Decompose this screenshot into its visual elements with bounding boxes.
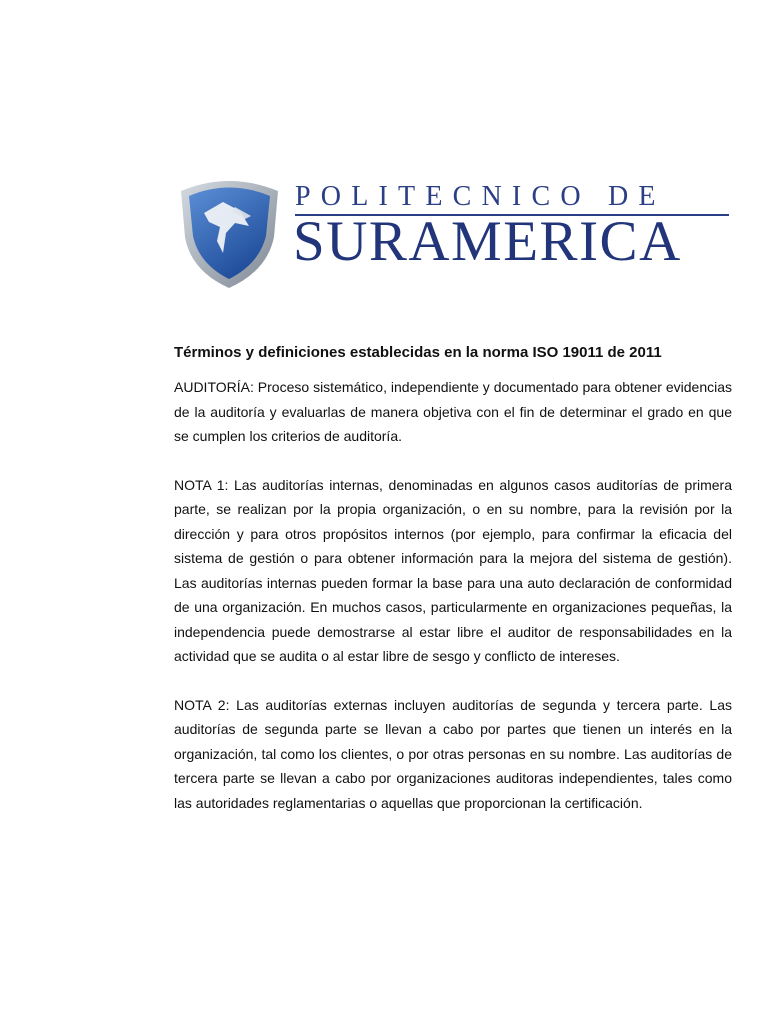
shield-emblem-icon <box>177 175 282 290</box>
logo-main-text: SURAMERICA <box>293 210 682 273</box>
paragraph-nota-1: NOTA 1: Las auditorías internas, denominadas en algunos casos auditorías de primera parte, se realizan por la propia organización, o en su nombre, para la revisión por la dirección y para otros propósitos internos (por ejemplo, para confirmar la eficacia del sistema de gestión o para obtener información para la mejora del sistema de gestión). Las auditorías internas pueden formar la base para una auto declaración de conformidad de una organización. En muchos casos, particularmente en organizaciones pequeñas, la independencia puede demostrarse al estar libre el auditor de responsabilidades en la actividad que se audita o al estar libre de sesgo y conflicto de intereses. <box>174 476 732 664</box>
document-body <box>174 342 732 839</box>
institution-logo <box>177 172 732 292</box>
paragraph-nota-2: NOTA 2: Las auditorías externas incluyen auditorías de segunda y tercera parte. Las auditorías de segunda parte se llevan a cabo por partes que tienen un interés en la organización, tal como los clientes, o por otras personas en su nombre. Las auditorías de tercera parte se llevan a cabo por organizaciones auditoras independientes, tales como las autoridades reglamentarias o aquellas que proporcionan la certificación. <box>174 696 732 811</box>
logo-top-text: POLITECNICO DE <box>295 181 666 212</box>
paragraph-auditoria: AUDITORÍA: Proceso sistemático, independiente y documentado para obtener evidencias de la auditoría y evaluarlas de manera objetiva con el fin de determinar el grado en que se cumplen los criterios de auditoría. <box>174 379 732 444</box>
document-title: Términos y definiciones establecidas en la norma ISO 19011 de 2011 <box>174 344 662 361</box>
